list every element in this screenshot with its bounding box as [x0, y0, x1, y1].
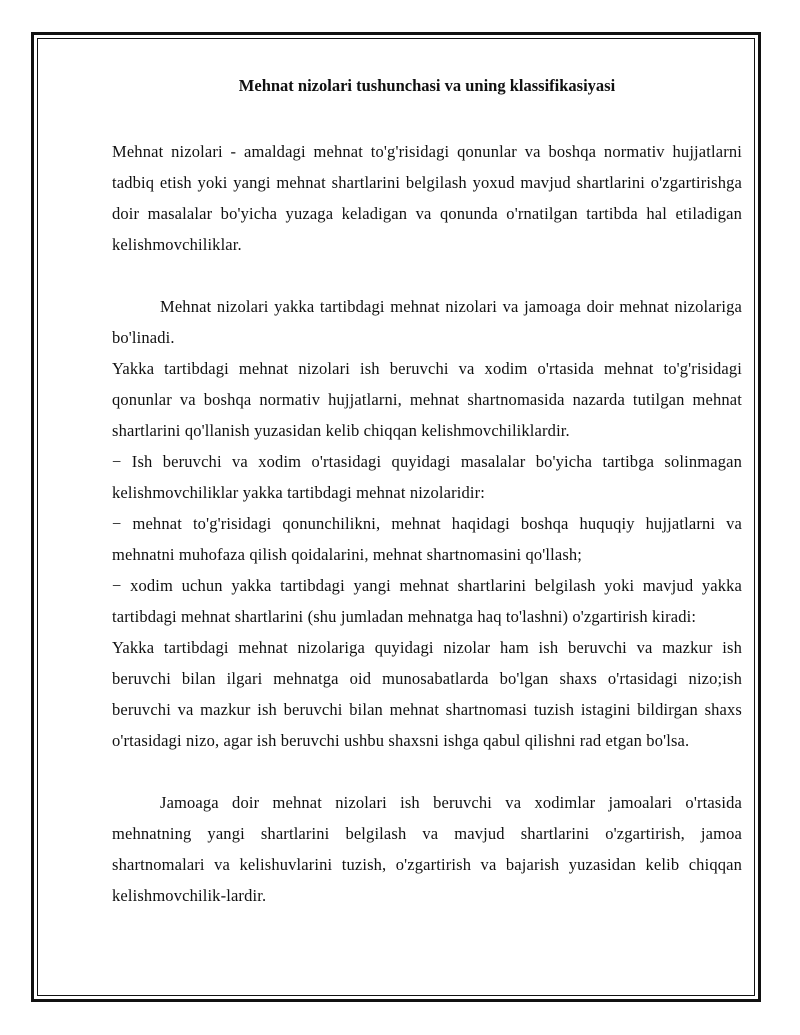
spacer [112, 260, 742, 291]
paragraph-individual-disputes: Yakka tartibdagi mehnat nizolari ish beruvchi va xodim o'rtasida mehnat to'g'risidagi qonunlar va boshqa normativ hujjatlarni, mehnat shartnomasida nazarda tutilgan mehnat shartlarini qo'llanish yuzasidan kelib chiqqan kelishmovchiliklardir. [112, 359, 742, 440]
paragraph-collective-disputes: Jamoaga doir mehnat nizolari ish beruvchi va xodimlar jamoalari o'rtasida mehnatning yangi shartlarini belgilash va mavjud shartlarini o'zgartirish, jamoa shartnomalari va kelishuvlarini tuzish, o'zgartirish va bajarish yuzasidan kelib chiqqan kelishmovchilik-lardir. [112, 793, 742, 905]
list-item-disagreements: − Ish beruvchi va xodim o'rtasidagi quyidagi masalalar bo'yicha tartibga solinmagan kelishmovchiliklar yakka tartibdagi mehnat nizolaridir: [112, 452, 742, 502]
document-title: Mehnat nizolari tushunchasi va uning klassifikasiyasi [238, 76, 616, 95]
spacer [112, 100, 742, 136]
document-body [112, 72, 742, 911]
paragraph-classification: Mehnat nizolari yakka tartibdagi mehnat nizolari va jamoaga doir mehnat nizolariga bo'linadi. [112, 297, 742, 347]
list-item-working-conditions: − xodim uchun yakka tartibdagi yangi mehnat shartlarini belgilash yoki mavjud yakka tartibdagi mehnat shartlarini (shu jumladan mehnatga haq to'lashni) o'zgartirish kiradi: [112, 576, 742, 626]
list-item-legislation: − mehnat to'g'risidagi qonunchilikni, mehnat haqidagi boshqa huquqiy hujjatlarni va mehnatni muhofaza qilish qoidalarini, mehnat shartnomasini qo'llash; [112, 514, 742, 564]
spacer [112, 756, 742, 787]
paragraph-definition: Mehnat nizolari - amaldagi mehnat to'g'risidagi qonunlar va boshqa normativ hujjatlarni tadbiq etish yoki yangi mehnat shartlarini belgilash yoxud mavjud shartlarini o'zgartirishga doir masalalar bo'yicha yuzaga keladigan va qonunda o'rnatilgan tartibda hal etiladigan kelishmovchiliklar. [112, 142, 742, 254]
paragraph-additional-disputes: Yakka tartibdagi mehnat nizolariga quyidagi nizolar ham ish beruvchi va mazkur ish beruvchi bilan ilgari mehnatga oid munosabatlarda bo'lgan shaxs o'rtasidagi nizo;ish beruvchi va mazkur ish beruvchi bilan mehnat shartnomasi tuzish istagini bildirgan shaxs o'rtasidagi nizo, agar ish beruvchi ushbu shaxsni ishga qabul qilishni rad etgan bo'lsa. [112, 638, 742, 750]
